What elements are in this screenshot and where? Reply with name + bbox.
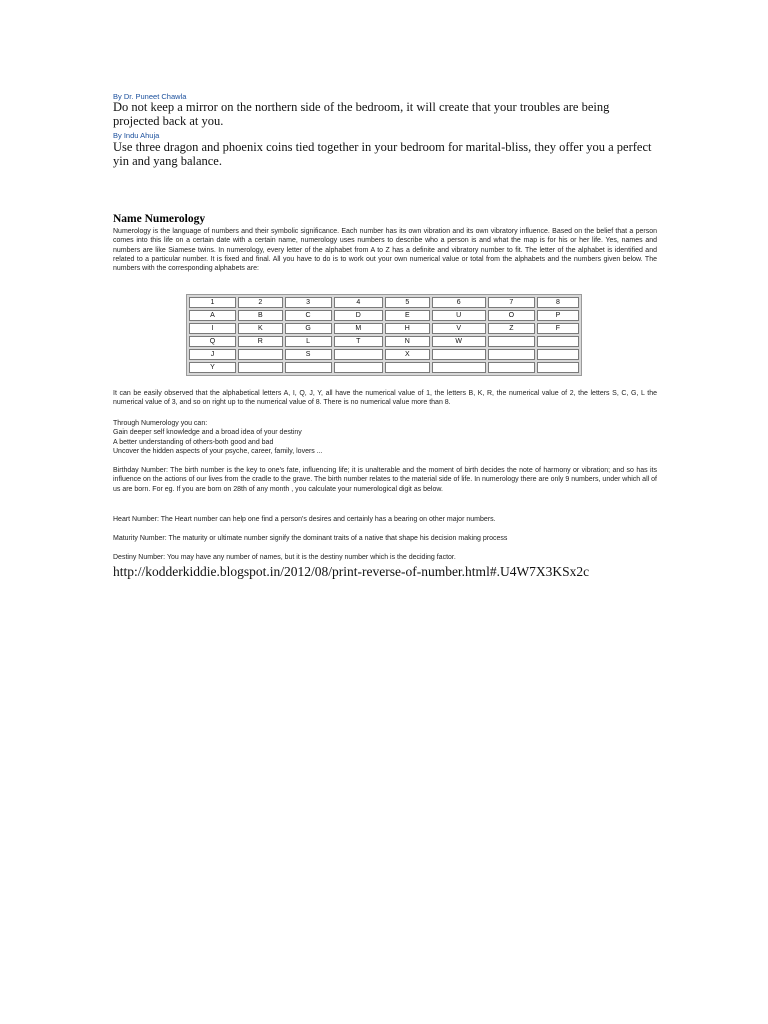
table-cell: O: [488, 310, 535, 321]
table-cell: [238, 362, 283, 373]
table-cell: [537, 336, 579, 347]
table-cell: G: [285, 323, 332, 334]
table-cell: 5: [385, 297, 430, 308]
table-cell: [432, 362, 486, 373]
table-cell: T: [334, 336, 383, 347]
table-row: [189, 362, 579, 373]
table-cell: [334, 349, 383, 360]
table-row: [189, 349, 579, 360]
section-title: Name Numerology: [113, 213, 206, 225]
table-cell: Z: [488, 323, 535, 334]
table-cell: 6: [432, 297, 486, 308]
table-cell: B: [238, 310, 283, 321]
table-cell: 7: [488, 297, 535, 308]
list-item: A better understanding of others-both good and bad: [113, 438, 274, 446]
table-header-row: [189, 297, 579, 308]
table-cell: P: [537, 310, 579, 321]
table-cell: [537, 362, 579, 373]
table-cell: 4: [334, 297, 383, 308]
tip-1-byline[interactable]: By Dr. Puneet Chawla: [113, 92, 187, 101]
table-cell: [537, 349, 579, 360]
table-cell: [385, 362, 430, 373]
tip-2-text: Use three dragon and phoenix coins tied together in your bedroom for marital-bliss, they offer you a perfect yin and yang balance.: [113, 140, 652, 168]
table-row: [189, 336, 579, 347]
table-cell: [488, 336, 535, 347]
table-row: [189, 323, 579, 334]
table-cell: Y: [189, 362, 236, 373]
table-cell: 8: [537, 297, 579, 308]
table-cell: V: [432, 323, 486, 334]
table-cell: H: [385, 323, 430, 334]
list-item: Gain deeper self knowledge and a broad idea of your destiny: [113, 429, 302, 437]
table-cell: [285, 362, 332, 373]
observation-paragraph: It can be easily observed that the alphabetical letters A, I, Q, J, Y, all have the numerical value of 1, the letters B, K, R, the numerical value of 2, the letters S, C, G, L the numerical value of 3, and so on right up to the numerical value of 8. There is no numerical value more than 8.: [113, 390, 657, 407]
maturity-number-paragraph: Maturity Number: The maturity or ultimate number signify the dominant traits of a native that shape his decision making process: [113, 535, 508, 542]
tip-1-text: Do not keep a mirror on the northern side of the bedroom, it will create that your troubles are being projected back at you.: [113, 100, 610, 128]
table-cell: [488, 362, 535, 373]
table-cell: [432, 349, 486, 360]
table-cell: M: [334, 323, 383, 334]
table-cell: C: [285, 310, 332, 321]
table-cell: A: [189, 310, 236, 321]
through-heading: Through Numerology you can:: [113, 420, 208, 427]
table-cell: 1: [189, 297, 236, 308]
heart-number-paragraph: Heart Number: The Heart number can help one find a person's desires and certainly has a bearing on other major numbers.: [113, 516, 496, 523]
table-cell: S: [285, 349, 332, 360]
table-cell: [334, 362, 383, 373]
table-cell: 2: [238, 297, 283, 308]
through-numerology-block: [113, 419, 657, 456]
table-cell: [238, 349, 283, 360]
list-item: Uncover the hidden aspects of your psyche, career, family, lovers ...: [113, 447, 323, 455]
table-cell: N: [385, 336, 430, 347]
table-cell: E: [385, 310, 430, 321]
table-cell: L: [285, 336, 332, 347]
table-cell: J: [189, 349, 236, 360]
tip-2-byline[interactable]: By Indu Ahuja: [113, 131, 160, 140]
intro-paragraph: Numerology is the language of numbers and their symbolic significance. Each number has its own vibration and its own vibratory influence. Based on the belief that a person comes into this life on a certain date with a certain name, numerology uses numbers to describe who a person is and what the map is for his or her life. Yes, names and numbers are like Siamese twins. In numerology, every letter of the alphabet from A to Z has a definite and vibratory number to fit. The letter of the alphabet is identified and related to a particular number. It is fixed and final. All you have to do is to work out your own numerical value or total from the alphabets and the numbers given below. The numbers with the corresponding alphabets are:: [113, 228, 657, 273]
source-url-link[interactable]: http://kodderkiddie.blogspot.in/2012/08/print-reverse-of-number.html#.U4W7X3KSx2c: [113, 564, 590, 579]
table-cell: W: [432, 336, 486, 347]
table-cell: 3: [285, 297, 332, 308]
table-cell: K: [238, 323, 283, 334]
destiny-number-paragraph: Destiny Number: You may have any number of names, but it is the destiny number which is the deciding factor.: [113, 554, 456, 561]
table-cell: R: [238, 336, 283, 347]
table-cell: F: [537, 323, 579, 334]
table-row: [189, 310, 579, 321]
birthday-number-paragraph: Birthday Number: The birth number is the key to one's fate, influencing life; it is unalterable and the moment of birth decides the note of harmony or vibration; and so has its influence on the actions of our lives from the cradle to the grave. The birth number relates to the material side of life. In numerology there are only 9 numbers, under which all of us are born. For eg. If you are born on 28th of any month , you calculate your numerological digit as below.: [113, 467, 657, 493]
table-cell: [488, 349, 535, 360]
table-cell: U: [432, 310, 486, 321]
table-cell: X: [385, 349, 430, 360]
table-cell: D: [334, 310, 383, 321]
table-cell: Q: [189, 336, 236, 347]
numerology-table: [186, 294, 582, 376]
table-cell: I: [189, 323, 236, 334]
